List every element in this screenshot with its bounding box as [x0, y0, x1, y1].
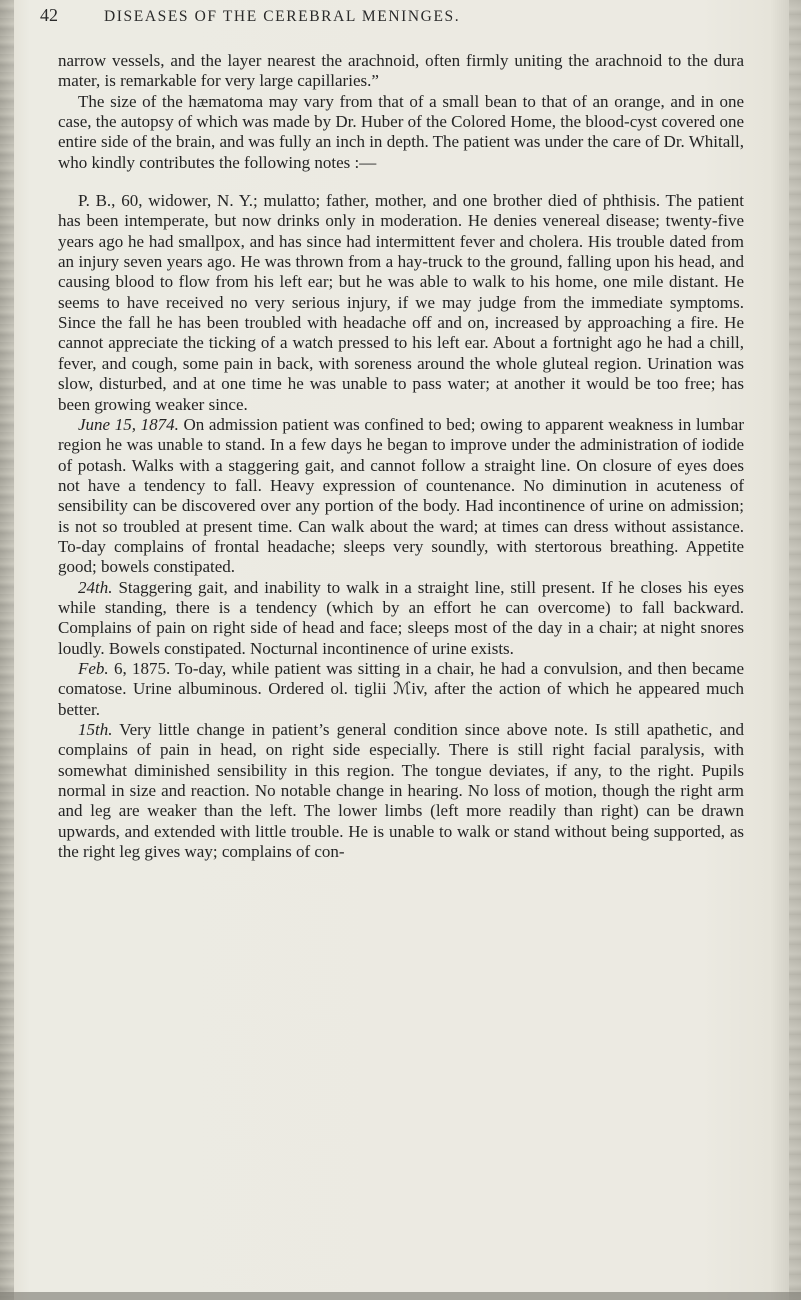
paragraph-24th [58, 578, 744, 659]
running-head-title: DISEASES OF THE CEREBRAL MENINGES. [104, 8, 461, 25]
page-edge-shadow [789, 0, 801, 1300]
entry-text: 6, 1875. To-day, while patient was sitting in a chair, he had a convulsion, and then became comatose. Urine albuminous. Ordered ol. tiglii ℳiv, after the action of which he appeared much better. [58, 658, 744, 719]
entry-text: Staggering gait, and inability to walk in a straight line, still present. If he closes his eyes while standing, there is a tendency (which by an effort he can overcome) to fall backward. Complains of pain on right side of head and face; sleeps most of the day in a chair; at night snores loudly. Bowels constipated. Nocturnal incontinence of urine exists. [58, 577, 744, 658]
paragraph-june-15 [58, 415, 744, 578]
page-number: 42 [40, 5, 58, 25]
body-text [58, 51, 744, 862]
page-bottom-edge [0, 1292, 801, 1300]
binding-gutter [0, 0, 14, 1300]
paragraph-feb-6 [58, 659, 744, 720]
entry-date: June 15, 1874. [78, 414, 179, 434]
paragraph-continuation: narrow vessels, and the layer nearest the arachnoid, often firmly uniting the arachnoid to the dura mater, is remarkable for very large capillaries.” [58, 51, 744, 91]
entry-date: Feb. [78, 658, 109, 678]
entry-date: 24th. [78, 577, 113, 597]
paragraph-haematoma-size: The size of the hæmatoma may vary from that of a small bean to that of an orange, and in one case, the autopsy of which was made by Dr. Huber of the Colored Home, the blood-cyst covered one entire side of the brain, and was fully an inch in depth. The patient was under the care of Dr. Whitall, who kindly contributes the following notes :— [58, 91, 744, 172]
entry-text: On admission patient was confined to bed; owing to apparent weakness in lumbar region he was unable to stand. In a few days he began to improve under the administration of iodide of potash. Walks with a staggering gait, and cannot follow a straight line. On closure of eyes does not have a tendency to fall. Heavy expression of countenance. No diminution in acuteness of sensibility can be discovered over any portion of the body. Had incontinence of urine on admission; is not so troubled at present time. Can walk about the ward; at times can dress without assistance. To-day complains of frontal headache; sleeps very soundly, with stertorous breathing. Appetite good; bowels constipated. [58, 414, 744, 577]
entry-date: 15th. [78, 720, 113, 739]
paragraph-case-history: P. B., 60, widower, N. Y.; mulatto; father, mother, and one brother died of phthisis. The patient has been intemperate, but now drinks only in moderation. He denies venereal disease; twenty-five years ago he had smallpox, and has since had intermittent fever and cholera. His trouble dated from an injury seven years ago. He was thrown from a hay-truck to the ground, falling upon his head, and causing blood to flow from his left ear; but he was able to walk to his home, one mile distant. He seems to have received no very serious injury, if we may judge from the immediate symptoms. Since the fall he has been troubled with headache off and on, increased by approaching a fire. He cannot appreciate the ticking of a watch pressed to his left ear. About a fortnight ago he had a chill, fever, and cough, some pain in back, with soreness around the whole gluteal region. Urination was slow, disturbed, and at one time he was unable to pass water; at another it would be too free; has been growing weaker since. [58, 191, 744, 414]
paragraph-15th [58, 720, 744, 862]
paragraph-gap [58, 173, 744, 191]
entry-text: Very little change in patient’s general condition since above note. Is still apathetic, and complains of pain in head, on right side especially. There is still right facial paralysis, with somewhat diminished sensibility in this region. The tongue deviates, if any, to the right. Pupils normal in size and reaction. No notable change in hearing. No loss of motion, though the right arm and leg are weaker than the left. The lower limbs (left more readily than right) can be drawn upwards, and extended with little trouble. He is unable to walk or stand without being supported, as the right leg gives way; complains of con- [58, 720, 744, 862]
